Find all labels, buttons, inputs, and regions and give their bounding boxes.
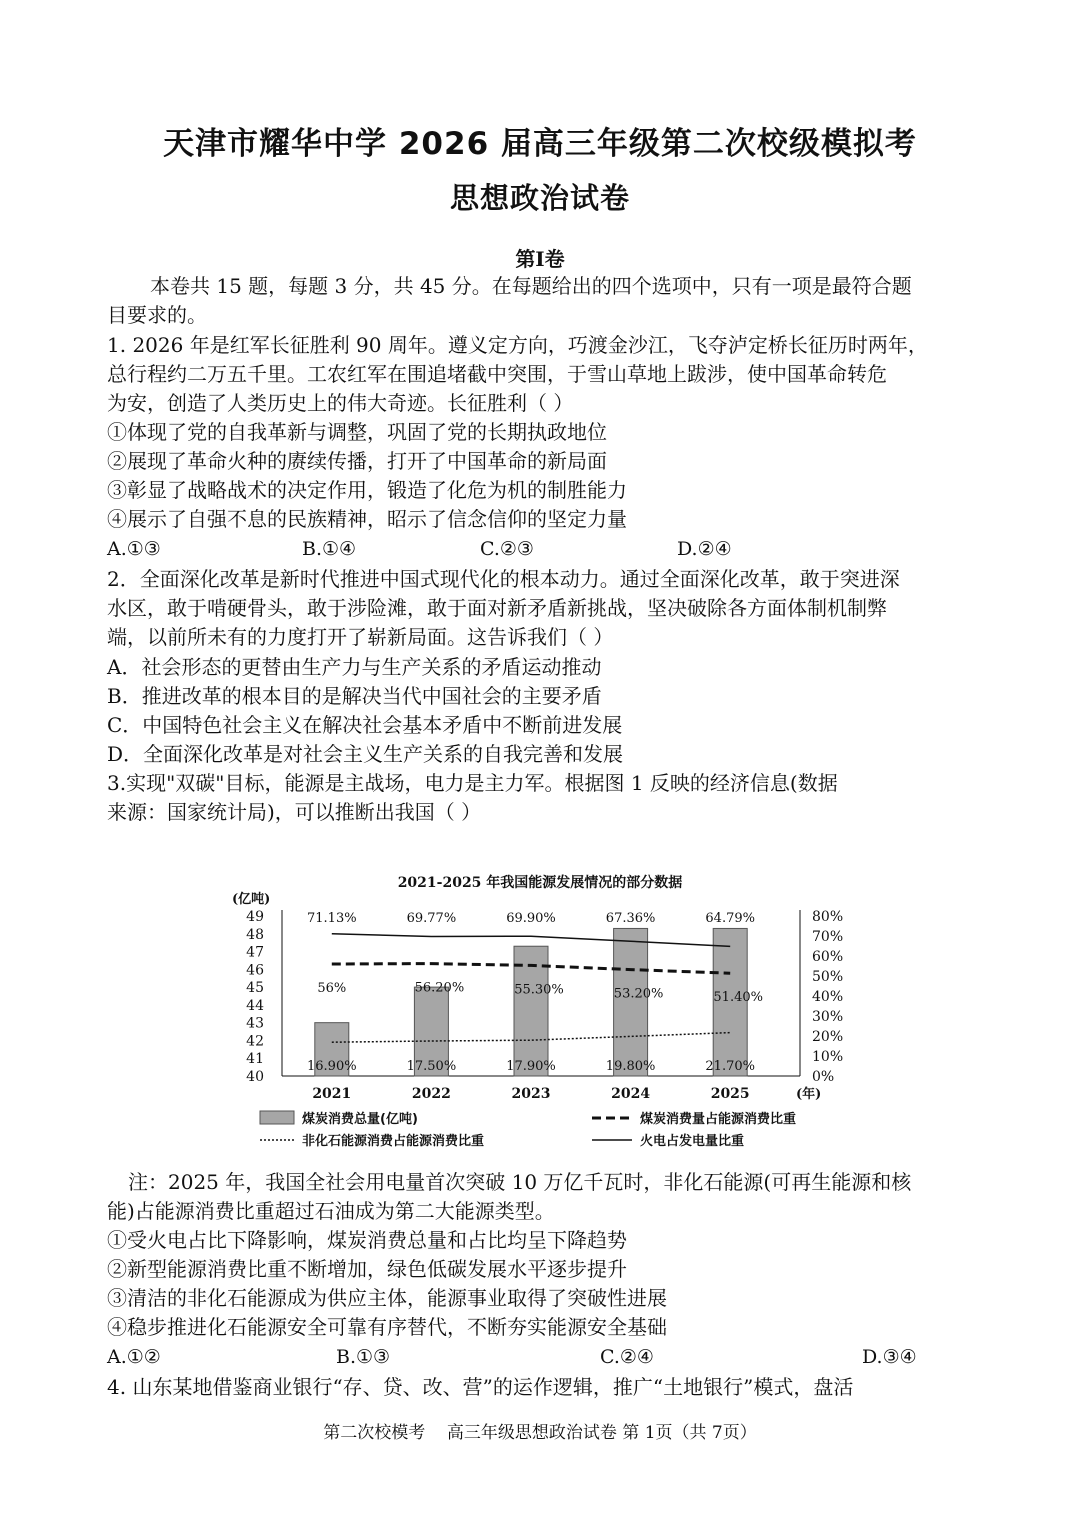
q3-stem-line-1: 3.实现"双碳"目标，能源是主战场，电力是主力军。根据图 1 反映的经济信息(数据 bbox=[107, 771, 838, 795]
y-tick-label-left: 43 bbox=[246, 1015, 264, 1032]
data-label-coal-share: 51.40% bbox=[713, 990, 763, 1006]
data-label-nonfossil-share: 16.90% bbox=[307, 1059, 357, 1074]
data-label-thermal-power-share: 64.79% bbox=[705, 911, 755, 926]
energy-chart bbox=[230, 868, 850, 1158]
q1-item-3: ③彰显了战略战术的决定作用，锻造了化危为机的制胜能力 bbox=[107, 478, 627, 502]
data-label-coal-share: 53.20% bbox=[613, 986, 664, 1002]
q3-note-line-1: 注：2025 年，我国全社会用电量首次突破 10 万亿千瓦时，非化石能源(可再生能源和核 bbox=[128, 1170, 912, 1194]
data-label-nonfossil-share: 21.70% bbox=[705, 1059, 755, 1074]
x-axis-unit-label: (年) bbox=[796, 1087, 822, 1102]
q3-option-d[interactable]: D.③④ bbox=[862, 1346, 917, 1368]
chart-title: 2021-2025 年我国能源发展情况的部分数据 bbox=[397, 875, 683, 891]
q1-stem-line-1: 1. 2026 年是红军长征胜利 90 周年。遵义定方向，巧渡金沙江，飞夺泸定桥长征历时两年， bbox=[107, 333, 928, 357]
q1-item-2: ②展现了革命火种的赓续传播，打开了中国革命的新局面 bbox=[107, 449, 607, 473]
y-tick-label-left: 45 bbox=[246, 980, 264, 997]
q3-option-a[interactable]: A.①② bbox=[107, 1346, 161, 1368]
energy-chart-svg bbox=[230, 868, 850, 1158]
data-label-coal-share: 55.30% bbox=[514, 982, 564, 998]
legend-label-thermal-power-share: 火电占发电量比重 bbox=[640, 1134, 745, 1149]
q1-option-b[interactable]: B.①④ bbox=[302, 538, 357, 560]
exam-title: 天津市耀华中学 2026 届高三年级第二次校级模拟考 bbox=[163, 126, 917, 162]
y-tick-label-right: 50% bbox=[812, 969, 844, 985]
q1-option-d[interactable]: D.②④ bbox=[677, 538, 732, 560]
x-tick-label: 2024 bbox=[611, 1086, 651, 1102]
q1-stem-line-2: 总行程约二万五千里。工农红军在围追堵截中突围，于雪山草地上跋涉，使中国革命转危 bbox=[107, 362, 887, 386]
y-tick-label-left: 40 bbox=[246, 1069, 264, 1085]
y-tick-label-left: 48 bbox=[246, 926, 264, 943]
x-tick-label: 2021 bbox=[312, 1086, 352, 1102]
q2-option-c[interactable]: C．中国特色社会主义在解决社会基本矛盾中不断前进发展 bbox=[107, 713, 623, 737]
q1-item-1: ①体现了党的自我革新与调整，巩固了党的长期执政地位 bbox=[107, 420, 607, 444]
data-label-thermal-power-share: 69.90% bbox=[506, 911, 556, 926]
y-tick-label-right: 10% bbox=[812, 1049, 844, 1065]
q3-option-b[interactable]: B.①③ bbox=[336, 1346, 391, 1368]
page-footer: 第二次校模考 高三年级思想政治试卷 第 1页（共 7页） bbox=[323, 1423, 757, 1443]
y-tick-label-left: 47 bbox=[246, 944, 264, 961]
bar-coal-consumption bbox=[614, 928, 648, 1076]
q2-stem-line-2: 水区，敢于啃硬骨头，敢于涉险滩，敢于面对新矛盾新挑战，坚决破除各方面体制机制弊 bbox=[107, 596, 887, 620]
y-tick-label-left: 41 bbox=[246, 1051, 264, 1068]
section-title: 第Ⅰ卷 bbox=[515, 247, 565, 271]
y-tick-label-right: 40% bbox=[812, 989, 844, 1005]
data-label-nonfossil-share: 17.50% bbox=[406, 1059, 457, 1074]
y-tick-label-right: 0% bbox=[812, 1069, 835, 1085]
q1-item-4: ④展示了自强不息的民族精神，昭示了信念信仰的坚定力量 bbox=[107, 507, 627, 531]
y-tick-label-left: 46 bbox=[246, 962, 264, 979]
section-intro-line-2: 目要求的。 bbox=[107, 303, 207, 327]
q3-item-3: ③清洁的非化石能源成为供应主体，能源事业取得了突破性进展 bbox=[107, 1286, 667, 1310]
y-tick-label-left: 42 bbox=[246, 1033, 264, 1050]
data-label-thermal-power-share: 71.13% bbox=[307, 911, 357, 926]
x-tick-label: 2022 bbox=[411, 1086, 451, 1102]
y-tick-label-left: 44 bbox=[246, 997, 264, 1014]
legend-label-nonfossil-share: 非化石能源消费占能源消费比重 bbox=[302, 1134, 485, 1149]
data-label-thermal-power-share: 69.77% bbox=[406, 911, 457, 926]
legend-label-coal-share: 煤炭消费量占能源消费比重 bbox=[640, 1112, 797, 1127]
data-label-coal-share: 56% bbox=[317, 981, 347, 996]
q2-option-a[interactable]: A．社会形态的更替由生产力与生产关系的矛盾运动推动 bbox=[107, 655, 602, 679]
data-label-nonfossil-share: 17.90% bbox=[506, 1059, 556, 1074]
y-axis-unit-label: (亿吨) bbox=[232, 892, 271, 907]
y-tick-label-right: 20% bbox=[812, 1029, 844, 1045]
q3-note-line-2: 能)占能源消费比重超过石油成为第二大能源类型。 bbox=[107, 1199, 555, 1223]
data-label-nonfossil-share: 19.80% bbox=[605, 1059, 656, 1074]
y-tick-label-right: 60% bbox=[812, 949, 844, 965]
series-line-thermal-power-share bbox=[332, 934, 730, 947]
q2-stem-line-3: 端，以前所未有的力度打开了崭新局面。这告诉我们（ ） bbox=[107, 625, 614, 649]
y-tick-label-right: 30% bbox=[812, 1009, 844, 1025]
data-label-coal-share: 56.20% bbox=[414, 980, 465, 996]
x-tick-label: 2025 bbox=[710, 1086, 750, 1102]
q4-stem-line-1: 4. 山东某地借鉴商业银行“存、贷、改、营”的运作逻辑，推广“土地银行”模式，盘活 bbox=[107, 1375, 854, 1399]
data-label-thermal-power-share: 67.36% bbox=[605, 911, 656, 926]
q3-item-2: ②新型能源消费比重不断增加，绿色低碳发展水平逐步提升 bbox=[107, 1257, 627, 1281]
q2-option-b[interactable]: B．推进改革的根本目的是解决当代中国社会的主要矛盾 bbox=[107, 684, 602, 708]
q2-option-d[interactable]: D．全面深化改革是对社会主义生产关系的自我完善和发展 bbox=[107, 742, 624, 766]
q3-stem-line-2: 来源：国家统计局)，可以推断出我国（ ） bbox=[107, 800, 482, 824]
y-tick-label-right: 70% bbox=[812, 929, 844, 945]
legend-label-bar: 煤炭消费总量(亿吨) bbox=[302, 1112, 418, 1127]
x-tick-label: 2023 bbox=[511, 1086, 551, 1102]
q3-option-c[interactable]: C.②④ bbox=[600, 1346, 654, 1368]
q3-item-4: ④稳步推进化石能源安全可靠有序替代，不断夯实能源安全基础 bbox=[107, 1315, 667, 1339]
y-tick-label-right: 80% bbox=[812, 909, 844, 925]
q1-stem-line-3: 为安，创造了人类历史上的伟大奇迹。长征胜利（ ） bbox=[107, 391, 574, 415]
q1-option-c[interactable]: C.②③ bbox=[480, 538, 534, 560]
exam-subtitle: 思想政治试卷 bbox=[449, 181, 630, 215]
q2-stem-line-1: 2．全面深化改革是新时代推进中国式现代化的根本动力。通过全面深化改革，敢于突进深 bbox=[107, 567, 900, 591]
y-tick-label-left: 49 bbox=[246, 909, 264, 925]
q1-option-a[interactable]: A.①③ bbox=[107, 538, 161, 560]
q3-item-1: ①受火电占比下降影响，煤炭消费总量和占比均呈下降趋势 bbox=[107, 1228, 627, 1252]
section-intro-line-1: 本卷共 15 题，每题 3 分，共 45 分。在每题给出的四个选项中，只有一项是最符合题 bbox=[150, 274, 912, 298]
legend-swatch-bar bbox=[260, 1111, 294, 1124]
